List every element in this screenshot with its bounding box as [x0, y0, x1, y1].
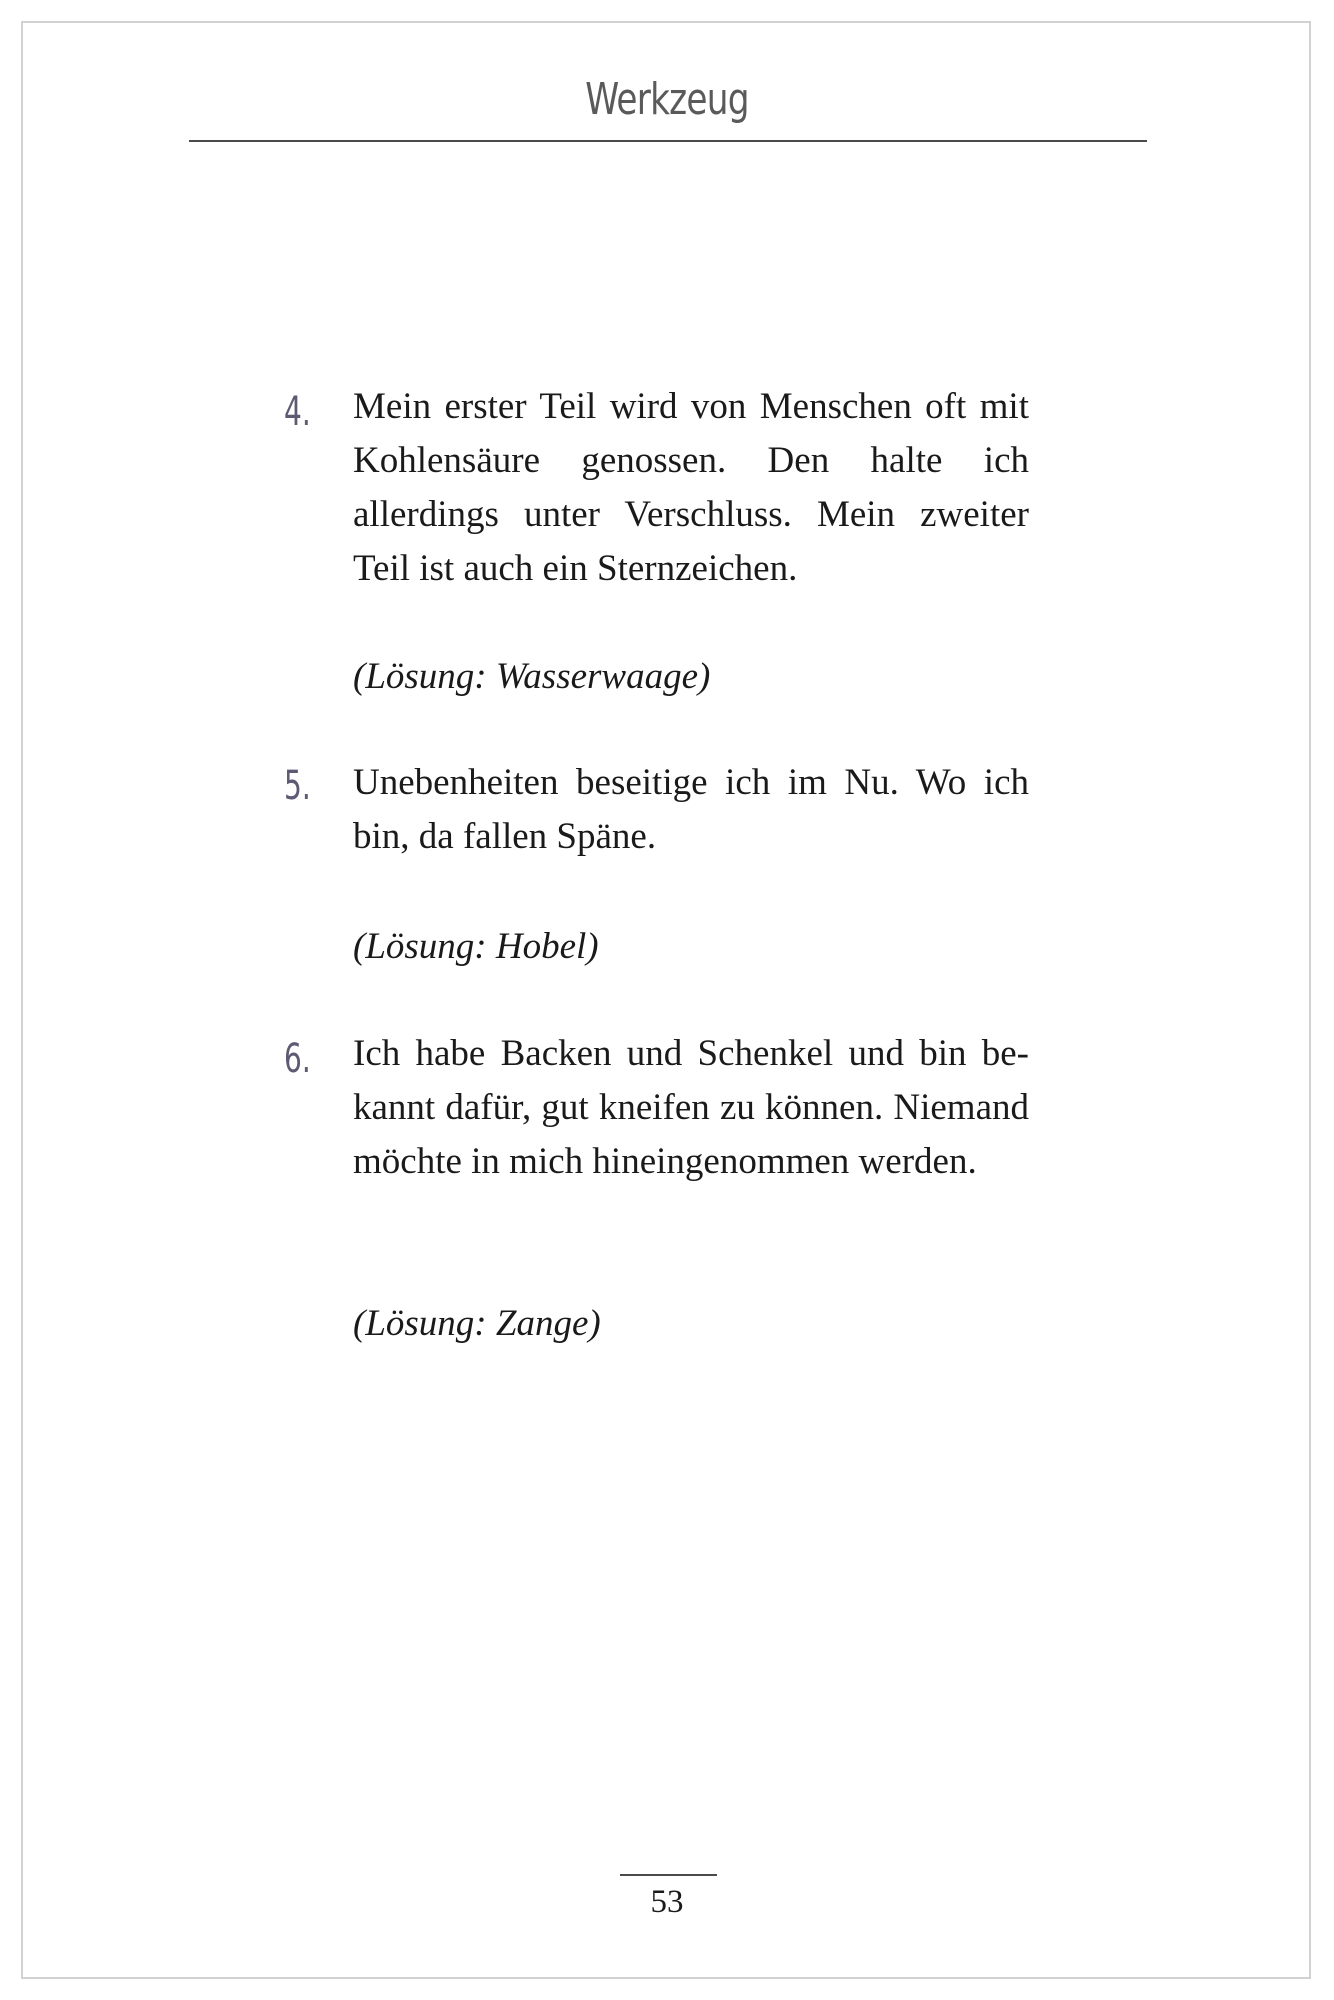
running-head-title: Werkzeug [585, 74, 749, 125]
header-rule [189, 140, 1147, 142]
riddle-solution: (Lösung: Zange) [353, 1303, 601, 1344]
riddle-solution: (Lösung: Wasserwaage) [353, 656, 711, 697]
riddle-number: 4. [284, 389, 311, 435]
riddle-number: 6. [284, 1036, 311, 1082]
riddle-text: Mein erster Teil wird von Menschen oft mit Kohlensäure genossen. Den halte ich allerdings unter Verschluss. Mein zweiter Teil ist auch ein Sternzeichen. [353, 386, 1029, 589]
riddle-text: Ich habe Backen und Schenkel und bin bekannt dafür, gut kneifen zu können. Niemand möchte in mich hineingenommen werden. [353, 1033, 1029, 1182]
page-border [21, 21, 1311, 1979]
riddle-solution: (Lösung: Hobel) [353, 926, 599, 967]
page-number: 53 [650, 1884, 684, 1920]
footer-rule [620, 1874, 717, 1876]
riddle-number: 5. [284, 763, 311, 809]
riddle-text: Unebenheiten beseitige ich im Nu. Wo ich bin, da fallen Späne. [353, 762, 1029, 857]
